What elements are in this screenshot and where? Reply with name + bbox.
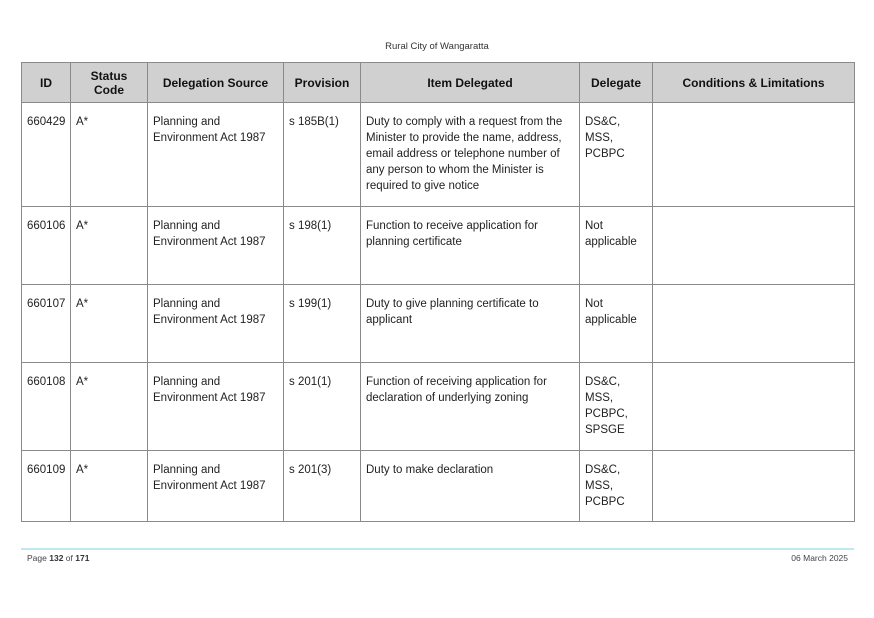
cell-item-delegated: Duty to make declaration: [361, 451, 580, 522]
cell-id: 660106: [22, 207, 71, 285]
cell-delegate: Not applicable: [580, 207, 653, 285]
table-row: [22, 285, 855, 363]
cell-delegation-source: Planning and Environment Act 1987: [148, 451, 284, 522]
cell-conditions: [653, 207, 855, 285]
document-header: Rural City of Wangaratta: [385, 41, 489, 52]
document-date: 06 March 2025: [791, 553, 848, 563]
column-header-item-delegated: Item Delegated: [361, 63, 580, 103]
cell-conditions: [653, 103, 855, 207]
page-current: 132: [49, 553, 64, 563]
column-header-id: ID: [22, 63, 71, 103]
column-header-delegate: Delegate: [580, 63, 653, 103]
page-total: 171: [75, 553, 90, 563]
column-header-conditions: Conditions & Limitations: [653, 63, 855, 103]
cell-item-delegated: Function to receive application for planning certificate: [361, 207, 580, 285]
column-header-status-code: Status Code: [71, 63, 148, 103]
cell-provision: s 198(1): [284, 207, 361, 285]
cell-conditions: [653, 363, 855, 451]
table-row: [22, 103, 855, 207]
cell-status-code: A*: [71, 103, 148, 207]
cell-status-code: A*: [71, 207, 148, 285]
column-header-provision: Provision: [284, 63, 361, 103]
table-header-row: [22, 63, 855, 103]
page-of-label: of: [65, 553, 73, 563]
page-number: [27, 553, 89, 563]
cell-status-code: A*: [71, 285, 148, 363]
table-row: [22, 363, 855, 451]
table-row: [22, 207, 855, 285]
cell-status-code: A*: [71, 451, 148, 522]
cell-provision: s 201(1): [284, 363, 361, 451]
footer-divider: [21, 548, 854, 550]
cell-delegate: DS&C, MSS, PCBPC: [580, 451, 653, 522]
page-label: Page: [27, 553, 47, 563]
cell-delegate: Not applicable: [580, 285, 653, 363]
cell-item-delegated: Duty to comply with a request from the Minister to provide the name, address, email address or telephone number of any person to whom the Minister is required to give notice: [361, 103, 580, 207]
cell-delegation-source: Planning and Environment Act 1987: [148, 285, 284, 363]
column-header-delegation-source: Delegation Source: [148, 63, 284, 103]
cell-delegation-source: Planning and Environment Act 1987: [148, 363, 284, 451]
cell-provision: s 199(1): [284, 285, 361, 363]
table-row: [22, 451, 855, 522]
cell-id: 660107: [22, 285, 71, 363]
cell-conditions: [653, 451, 855, 522]
cell-provision: s 201(3): [284, 451, 361, 522]
cell-status-code: A*: [71, 363, 148, 451]
cell-delegate: DS&C, MSS, PCBPC: [580, 103, 653, 207]
cell-provision: s 185B(1): [284, 103, 361, 207]
cell-delegation-source: Planning and Environment Act 1987: [148, 103, 284, 207]
cell-item-delegated: Function of receiving application for declaration of underlying zoning: [361, 363, 580, 451]
cell-id: 660108: [22, 363, 71, 451]
cell-delegation-source: Planning and Environment Act 1987: [148, 207, 284, 285]
cell-item-delegated: Duty to give planning certificate to applicant: [361, 285, 580, 363]
cell-delegate: DS&C, MSS, PCBPC, SPSGE: [580, 363, 653, 451]
cell-id: 660429: [22, 103, 71, 207]
delegation-table: [21, 62, 855, 522]
cell-conditions: [653, 285, 855, 363]
cell-id: 660109: [22, 451, 71, 522]
